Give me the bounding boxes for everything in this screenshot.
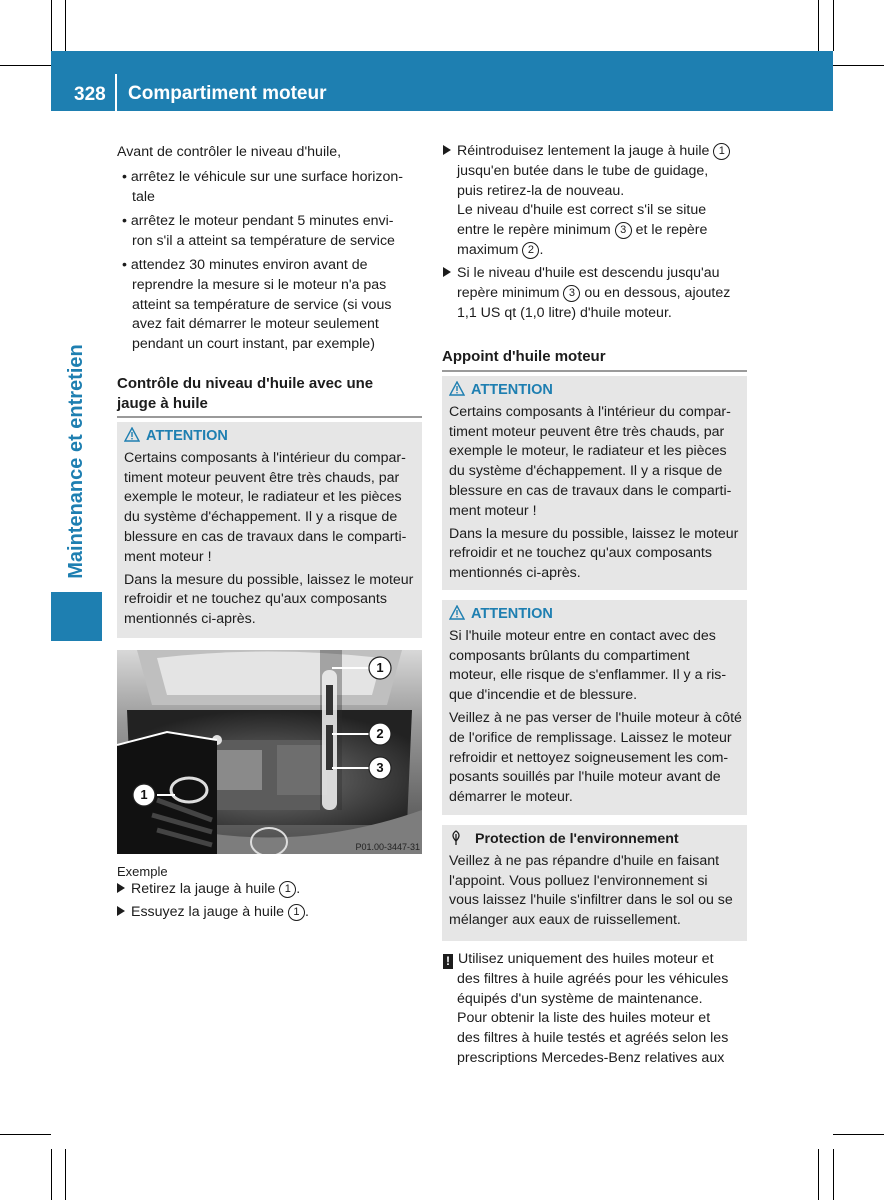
step-add-oil — [443, 264, 753, 323]
step-wipe-dipstick — [117, 903, 309, 923]
bullet-text: attendez 30 minutes environ avant de — [130, 257, 368, 273]
text-line: ment moteur ! — [449, 502, 537, 519]
warning-paragraph — [449, 709, 745, 808]
text-line: Veillez à ne pas verser de l'huile moteur à côté — [449, 709, 742, 726]
page-number: 328 — [74, 84, 106, 105]
bullet-1 — [122, 168, 403, 208]
engine-photo-illustration — [117, 650, 422, 854]
crop-mark — [65, 1149, 66, 1200]
bullet-text: arrêtez le moteur pendant 5 minutes envi- — [130, 213, 394, 229]
text-line: blessure en cas de travaux dans le comparti- — [449, 482, 732, 499]
warning-paragraph — [449, 627, 745, 706]
callout-ref: 1 — [713, 143, 730, 160]
bullet-line: ron s'il a atteint sa température de service — [132, 232, 395, 249]
side-tab-text: Maintenance et entretien — [65, 343, 88, 579]
text-line: Dans la mesure du possible, laissez le moteur — [124, 571, 414, 588]
warning-title — [124, 427, 420, 447]
text-line: Certains composants à l'intérieur du compar- — [449, 403, 731, 420]
warning-content — [124, 427, 420, 630]
text-line: composants brûlants du compartiment — [449, 647, 690, 664]
warning-paragraph — [449, 403, 745, 522]
warning-paragraph — [449, 525, 745, 584]
image-caption: Exemple — [117, 864, 168, 879]
text-line: des filtres à huile agréés pour les véhicules — [457, 970, 729, 987]
image-code: P01.00-3447-31 — [355, 842, 420, 852]
text-line: timent moteur peuvent être très chauds, par — [124, 469, 400, 486]
warning-title — [449, 605, 745, 625]
text-line: exemple le moteur, le radiateur et les pièces — [124, 489, 402, 506]
notice-text: Utilisez uniquement des huiles moteur et — [458, 951, 714, 967]
text-line — [443, 221, 753, 241]
step-remove-dipstick — [117, 880, 300, 900]
warning-triangle-icon — [449, 381, 465, 396]
text-line: mentionnés ci-après. — [124, 611, 256, 628]
text-line: mélanger aux eaux de ruissellement. — [449, 912, 681, 929]
callout-ref: 3 — [563, 285, 580, 302]
step-end: . — [296, 881, 301, 897]
crop-mark — [818, 0, 819, 51]
text-line: que d'incendie et de blessure. — [449, 687, 638, 704]
step-arrow-icon — [443, 145, 451, 155]
step-arrow-icon — [117, 883, 125, 893]
bullet-line: • attendez 30 minutes environ avant de — [122, 257, 368, 273]
text-line: jusqu'en butée dans le tube de guidage, — [457, 162, 709, 179]
text-fragment: maximum — [457, 241, 523, 258]
text-line: démarrer le moteur. — [449, 789, 573, 806]
environment-title — [449, 830, 745, 850]
bullet-line: atteint sa température de service (si vous — [132, 296, 392, 313]
text-line: posants souillés par l'huile moteur avant de — [449, 769, 721, 786]
crop-mark — [833, 0, 834, 51]
heading-line: jauge à huile — [117, 395, 208, 412]
text-line: mentionnés ci-après. — [449, 565, 581, 582]
environment-paragraph — [449, 852, 745, 931]
step-text: Essuyez la jauge à huile — [131, 904, 288, 920]
step-end: . — [304, 904, 309, 920]
crop-mark — [833, 1134, 884, 1135]
text-line: équipés d'un système de maintenance. — [457, 990, 703, 1007]
environment-leaf-icon — [449, 830, 463, 846]
text-line: refroidir et nettoyez soigneusement les com- — [449, 749, 729, 766]
callout-1-inset-label: 1 — [140, 787, 148, 802]
warning-paragraph — [124, 449, 420, 568]
warning-title-text: ATTENTION — [471, 382, 553, 398]
text-line: Veillez à ne pas répandre d'huile en faisant — [449, 852, 720, 869]
callout-ref: 2 — [522, 242, 539, 259]
warning-triangle-icon — [449, 605, 465, 620]
warning-paragraph — [124, 571, 420, 630]
text-line: de l'orifice de remplissage. Laissez le moteur — [449, 729, 732, 746]
crop-mark — [0, 65, 51, 66]
warning-title-text: ATTENTION — [471, 606, 553, 622]
intro-text: Avant de contrôler le niveau d'huile, — [117, 144, 342, 160]
notice-icon: ! — [443, 954, 453, 969]
header-divider — [115, 74, 117, 111]
side-tab-label — [51, 330, 102, 592]
text-line: refroidir et ne touchez qu'aux composants — [449, 545, 712, 562]
text-line: du système d'échappement. Il y a risque de — [124, 509, 398, 526]
text-line: ment moteur ! — [124, 548, 212, 565]
text-line: 1,1 US qt (1,0 litre) d'huile moteur. — [457, 304, 672, 321]
crop-mark — [65, 0, 66, 51]
notice-block — [443, 950, 753, 1069]
crop-mark — [51, 0, 52, 51]
bullet-line: • arrêtez le moteur pendant 5 minutes envi- — [122, 213, 394, 229]
text-fragment: et le repère — [631, 222, 708, 239]
text-line — [443, 142, 753, 162]
callout-2-label: 2 — [376, 726, 384, 741]
callout-ref: 1 — [288, 904, 305, 921]
crop-mark — [51, 1149, 52, 1200]
text-line: Si l'huile moteur entre en contact avec des — [449, 627, 716, 644]
warning-content — [449, 605, 745, 808]
bullet-line: reprendre la mesure si le moteur n'a pas — [132, 276, 387, 293]
text-line: l'appoint. Vous polluez l'environnement si — [449, 872, 708, 889]
text-line: refroidir et ne touchez qu'aux composants — [124, 591, 387, 608]
text-line — [443, 241, 753, 261]
warning-title — [449, 381, 745, 401]
crop-mark — [833, 65, 884, 66]
callout-1-label: 1 — [376, 660, 384, 675]
bullet-line: • arrêtez le véhicule sur une surface horizon- — [122, 169, 403, 185]
step-text: Si le niveau d'huile est descendu jusqu'au — [457, 265, 720, 281]
bullet-line: tale — [132, 188, 155, 205]
heading-line: Contrôle du niveau d'huile avec une — [117, 375, 374, 392]
callout-ref: 1 — [279, 881, 296, 898]
bullet-line: pendant un court instant, par exemple) — [132, 336, 375, 353]
bullet-text: arrêtez le véhicule sur une surface horizon- — [130, 169, 403, 185]
section-heading-check — [117, 374, 373, 414]
text-fragment: repère minimum — [457, 284, 564, 301]
heading-rule — [117, 416, 422, 418]
warning-triangle-icon — [124, 427, 140, 442]
environment-title-text: Protection de l'environnement — [475, 831, 679, 847]
warning-content — [449, 381, 745, 584]
crop-mark — [818, 1149, 819, 1200]
text-line: du système d'échappement. Il y a risque de — [449, 463, 723, 480]
warning-title-text: ATTENTION — [146, 428, 228, 444]
crop-mark — [0, 1134, 51, 1135]
heading-rule — [442, 370, 747, 372]
section-heading-topup: Appoint d'huile moteur — [442, 348, 606, 365]
text-line: vous laissez l'huile s'infiltrer dans le sol ou se — [449, 892, 733, 909]
text-line — [443, 284, 753, 304]
step-reinsert-dipstick — [443, 142, 753, 261]
text-fragment: entre le repère minimum — [457, 222, 615, 239]
text-line: Le niveau d'huile est correct s'il se situe — [457, 202, 707, 219]
text-fragment: ou en dessous, ajoutez — [580, 284, 731, 301]
text-line: Dans la mesure du possible, laissez le moteur — [449, 525, 739, 542]
bullet-2 — [122, 212, 395, 252]
step-text: Réintroduisez lentement la jauge à huile — [457, 143, 714, 159]
bullet-line: avez fait démarrer le moteur seulement — [132, 316, 379, 333]
text-line: Pour obtenir la liste des huiles moteur et — [457, 1010, 711, 1027]
step-arrow-icon — [443, 267, 451, 277]
callout-3-label: 3 — [376, 760, 384, 775]
text-line: puis retirez-la de nouveau. — [457, 182, 625, 199]
text-line: blessure en cas de travaux dans le comparti- — [124, 528, 407, 545]
text-line: timent moteur peuvent être très chauds, par — [449, 423, 725, 440]
text-line: prescriptions Mercedes-Benz relatives aux — [457, 1049, 725, 1066]
environment-content — [449, 830, 745, 931]
text-line — [443, 950, 753, 970]
step-arrow-icon — [117, 906, 125, 916]
text-line: des filtres à huile testés et agréés selon les — [457, 1030, 729, 1047]
engine-compartment-photo — [117, 650, 422, 854]
text-line: exemple le moteur, le radiateur et les pièces — [449, 443, 727, 460]
text-line — [443, 264, 753, 284]
crop-mark — [833, 1149, 834, 1200]
text-line: Certains composants à l'intérieur du compar- — [124, 449, 406, 466]
page-title: Compartiment moteur — [128, 83, 327, 104]
step-text: Retirez la jauge à huile — [131, 881, 280, 897]
text-line: moteur, elle risque de s'enflammer. Il y a ris- — [449, 667, 727, 684]
callout-ref: 3 — [615, 222, 632, 239]
bullet-3 — [122, 256, 391, 355]
text-fragment: . — [539, 241, 544, 258]
